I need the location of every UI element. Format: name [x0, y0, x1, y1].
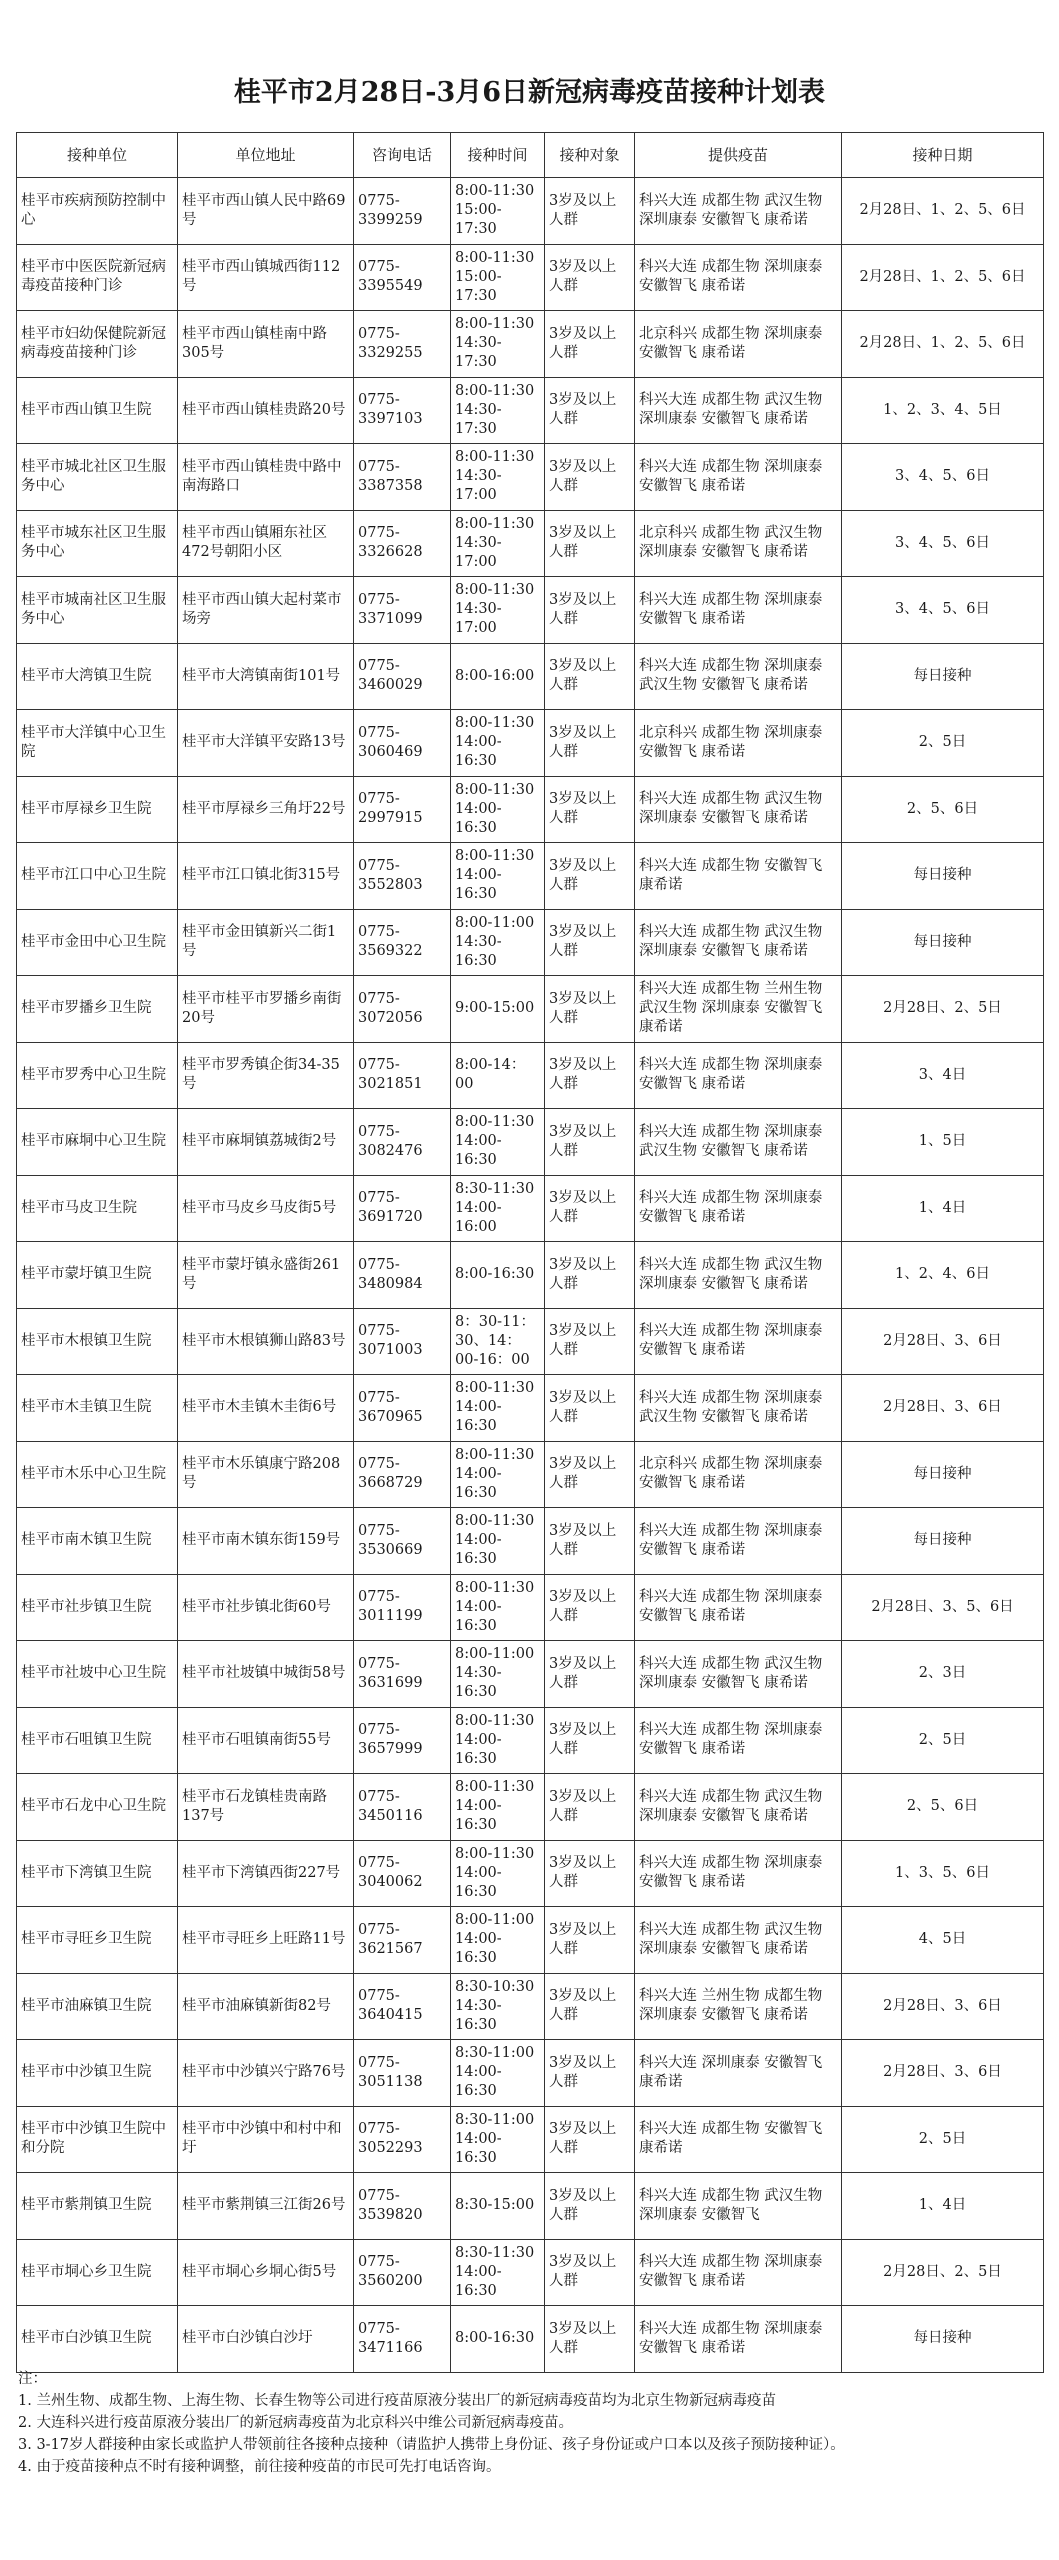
cell-phone: 0775-3691720	[354, 1175, 451, 1242]
cell-phone: 0775-3387358	[354, 444, 451, 511]
table-row	[17, 2239, 1044, 2306]
cell-date: 2月28日、1、2、5、6日	[842, 178, 1044, 245]
page-title: 桂平市2月28日-3月6日新冠病毒疫苗接种计划表	[233, 77, 826, 108]
cell-unit: 桂平市油麻镇卫生院	[17, 1973, 178, 2040]
cell-target: 3岁及以上人群	[545, 1109, 635, 1176]
cell-time: 8:00-11:30 15:00-17:30	[451, 178, 545, 245]
cell-target: 3岁及以上人群	[545, 377, 635, 444]
cell-date: 2月28日、3、6日	[842, 1375, 1044, 1442]
cell-phone: 0775-3480984	[354, 1242, 451, 1309]
cell-target: 3岁及以上人群	[545, 510, 635, 577]
cell-unit: 桂平市紫荆镇卫生院	[17, 2173, 178, 2240]
cell-address: 桂平市西山镇人民中路69号	[178, 178, 354, 245]
cell-date: 1、5日	[842, 1109, 1044, 1176]
cell-phone: 0775-3640415	[354, 1973, 451, 2040]
cell-unit: 桂平市江口中心卫生院	[17, 843, 178, 910]
cell-time: 8:00-11:30 14:30-17:00	[451, 510, 545, 577]
cell-phone: 0775-3668729	[354, 1441, 451, 1508]
cell-time: 8:00-16:30	[451, 2306, 545, 2373]
table-row	[17, 1109, 1044, 1176]
cell-vaccine: 科兴大连 成都生物 深圳康泰 安徽智飞 康希诺	[635, 1508, 842, 1575]
cell-vaccine: 科兴大连 成都生物 深圳康泰 安徽智飞 康希诺	[635, 1840, 842, 1907]
cell-unit: 桂平市下湾镇卫生院	[17, 1840, 178, 1907]
cell-date: 2、5日	[842, 2106, 1044, 2173]
cell-address: 桂平市西山镇大起村菜市场旁	[178, 577, 354, 644]
cell-unit: 桂平市麻垌中心卫生院	[17, 1109, 178, 1176]
cell-address: 桂平市西山镇厢东社区472号朝阳小区	[178, 510, 354, 577]
cell-address: 桂平市金田镇新兴二街1号	[178, 909, 354, 976]
cell-vaccine: 科兴大连 成都生物 武汉生物 深圳康泰 安徽智飞 康希诺	[635, 1774, 842, 1841]
cell-address: 桂平市蒙圩镇永盛街261号	[178, 1242, 354, 1309]
cell-vaccine: 科兴大连 成都生物 深圳康泰 安徽智飞 康希诺	[635, 1042, 842, 1109]
cell-address: 桂平市石咀镇南街55号	[178, 1707, 354, 1774]
cell-phone: 0775-3021851	[354, 1042, 451, 1109]
cell-unit: 桂平市金田中心卫生院	[17, 909, 178, 976]
cell-time: 8:00-11:30 14:30-17:30	[451, 311, 545, 378]
col-header-date: 接种日期	[842, 133, 1044, 178]
cell-unit: 桂平市大湾镇卫生院	[17, 643, 178, 710]
col-header-time: 接种时间	[451, 133, 545, 178]
cell-unit: 桂平市中沙镇卫生院	[17, 2040, 178, 2107]
cell-unit: 桂平市南木镇卫生院	[17, 1508, 178, 1575]
cell-time: 8:00-11:30 15:00-17:30	[451, 244, 545, 311]
table-row	[17, 1508, 1044, 1575]
cell-target: 3岁及以上人群	[545, 1574, 635, 1641]
cell-address: 桂平市江口镇北街315号	[178, 843, 354, 910]
table-row	[17, 510, 1044, 577]
cell-address: 桂平市木圭镇木圭街6号	[178, 1375, 354, 1442]
cell-date: 2月28日、3、6日	[842, 2040, 1044, 2107]
cell-phone: 0775-3539820	[354, 2173, 451, 2240]
cell-time: 8:00-11:30 14:00-16:30	[451, 1707, 545, 1774]
cell-address: 桂平市寻旺乡上旺路11号	[178, 1907, 354, 1974]
cell-time: 8:30-10:30 14:30-16:30	[451, 1973, 545, 2040]
table-row	[17, 2040, 1044, 2107]
table-row	[17, 1308, 1044, 1375]
cell-target: 3岁及以上人群	[545, 976, 635, 1043]
table-row	[17, 1042, 1044, 1109]
cell-date: 2月28日、1、2、5、6日	[842, 244, 1044, 311]
cell-target: 3岁及以上人群	[545, 1973, 635, 2040]
cell-time: 8：30-11：30、14：00-16：00	[451, 1308, 545, 1375]
table-row	[17, 2173, 1044, 2240]
cell-unit: 桂平市疾病预防控制中心	[17, 178, 178, 245]
cell-date: 1、3、5、6日	[842, 1840, 1044, 1907]
cell-time: 8:00-16:30	[451, 1242, 545, 1309]
cell-time: 9:00-15:00	[451, 976, 545, 1043]
cell-date: 3、4、5、6日	[842, 510, 1044, 577]
cell-address: 桂平市西山镇桂贵路20号	[178, 377, 354, 444]
cell-time: 8:00-11:30 14:00-16:30	[451, 1774, 545, 1841]
table-row	[17, 1907, 1044, 1974]
col-header-phone: 咨询电话	[354, 133, 451, 178]
cell-phone: 0775-2997915	[354, 776, 451, 843]
cell-target: 3岁及以上人群	[545, 178, 635, 245]
cell-phone: 0775-3072056	[354, 976, 451, 1043]
table-row	[17, 178, 1044, 245]
table-row	[17, 976, 1044, 1043]
cell-address: 桂平市大洋镇平安路13号	[178, 710, 354, 777]
cell-phone: 0775-3530669	[354, 1508, 451, 1575]
cell-address: 桂平市南木镇东街159号	[178, 1508, 354, 1575]
cell-time: 8:30-15:00	[451, 2173, 545, 2240]
note-item: 3. 3-17岁人群接种由家长或监护人带领前往各接种点接种（请监护人携带上身份证、孩子身份证或户口本以及孩子预防接种证）。	[18, 2437, 845, 2453]
table-row	[17, 1840, 1044, 1907]
cell-time: 8:00-11:30 14:00-16:30	[451, 1375, 545, 1442]
cell-time: 8:00-11:30 14:00-16:30	[451, 1441, 545, 1508]
cell-phone: 0775-3395549	[354, 244, 451, 311]
cell-target: 3岁及以上人群	[545, 1441, 635, 1508]
cell-unit: 桂平市大洋镇中心卫生院	[17, 710, 178, 777]
cell-unit: 桂平市木根镇卫生院	[17, 1308, 178, 1375]
note-item: 4. 由于疫苗接种点不时有接种调整，前往接种疫苗的市民可先打电话咨询。	[18, 2459, 501, 2475]
cell-target: 3岁及以上人群	[545, 2173, 635, 2240]
cell-vaccine: 科兴大连 成都生物 武汉生物 深圳康泰 安徽智飞 康希诺	[635, 776, 842, 843]
cell-date: 2、5、6日	[842, 1774, 1044, 1841]
cell-time: 8:00-11:30 14:30-17:00	[451, 577, 545, 644]
cell-time: 8:00-11:00 14:00-16:30	[451, 1907, 545, 1974]
cell-target: 3岁及以上人群	[545, 1508, 635, 1575]
cell-unit: 桂平市厚禄乡卫生院	[17, 776, 178, 843]
cell-phone: 0775-3657999	[354, 1707, 451, 1774]
cell-target: 3岁及以上人群	[545, 244, 635, 311]
cell-date: 每日接种	[842, 1508, 1044, 1575]
cell-vaccine: 科兴大连 成都生物 深圳康泰 安徽智飞 康希诺	[635, 2306, 842, 2373]
cell-date: 2、5、6日	[842, 776, 1044, 843]
schedule-table	[16, 132, 1044, 2373]
cell-address: 桂平市木乐镇康宁路208号	[178, 1441, 354, 1508]
cell-phone: 0775-3011199	[354, 1574, 451, 1641]
cell-vaccine: 科兴大连 成都生物 安徽智飞 康希诺	[635, 843, 842, 910]
cell-time: 8:00-11:30 14:30-17:30	[451, 377, 545, 444]
table-header-row	[17, 133, 1044, 178]
cell-vaccine: 科兴大连 成都生物 武汉生物 深圳康泰 安徽智飞 康希诺	[635, 377, 842, 444]
col-header-target: 接种对象	[545, 133, 635, 178]
cell-time: 8:00-11:00 14:30-16:30	[451, 1641, 545, 1708]
cell-unit: 桂平市西山镇卫生院	[17, 377, 178, 444]
cell-vaccine: 科兴大连 成都生物 武汉生物 深圳康泰 安徽智飞	[635, 2173, 842, 2240]
note-item: 1. 兰州生物、成都生物、上海生物、长春生物等公司进行疫苗原液分装出厂的新冠病毒疫苗均为北京生物新冠病毒疫苗	[18, 2393, 776, 2409]
cell-vaccine: 科兴大连 成都生物 深圳康泰 安徽智飞 康希诺	[635, 444, 842, 511]
cell-unit: 桂平市中沙镇卫生院中和分院	[17, 2106, 178, 2173]
cell-address: 桂平市厚禄乡三角圩22号	[178, 776, 354, 843]
table-row	[17, 2106, 1044, 2173]
cell-vaccine: 科兴大连 成都生物 武汉生物 深圳康泰 安徽智飞 康希诺	[635, 909, 842, 976]
cell-vaccine: 科兴大连 成都生物 深圳康泰 安徽智飞 康希诺	[635, 1308, 842, 1375]
cell-date: 2月28日、2、5日	[842, 2239, 1044, 2306]
cell-unit: 桂平市城北社区卫生服务中心	[17, 444, 178, 511]
cell-unit: 桂平市蒙圩镇卫生院	[17, 1242, 178, 1309]
cell-address: 桂平市马皮乡马皮街5号	[178, 1175, 354, 1242]
cell-time: 8:30-11:00 14:00-16:30	[451, 2106, 545, 2173]
cell-unit: 桂平市社坡中心卫生院	[17, 1641, 178, 1708]
cell-target: 3岁及以上人群	[545, 1308, 635, 1375]
cell-vaccine: 科兴大连 成都生物 武汉生物 深圳康泰 安徽智飞 康希诺	[635, 178, 842, 245]
cell-vaccine: 科兴大连 成都生物 深圳康泰 安徽智飞 康希诺	[635, 1175, 842, 1242]
cell-target: 3岁及以上人群	[545, 1042, 635, 1109]
cell-phone: 0775-3631699	[354, 1641, 451, 1708]
cell-unit: 桂平市城东社区卫生服务中心	[17, 510, 178, 577]
cell-time: 8:00-11:30 14:00-16:30	[451, 776, 545, 843]
table-row	[17, 1707, 1044, 1774]
cell-target: 3岁及以上人群	[545, 643, 635, 710]
col-header-unit: 接种单位	[17, 133, 178, 178]
cell-phone: 0775-3371099	[354, 577, 451, 644]
cell-target: 3岁及以上人群	[545, 2106, 635, 2173]
cell-date: 2、5日	[842, 710, 1044, 777]
cell-target: 3岁及以上人群	[545, 577, 635, 644]
cell-address: 桂平市社坡镇中城街58号	[178, 1641, 354, 1708]
cell-unit: 桂平市寻旺乡卫生院	[17, 1907, 178, 1974]
table-row	[17, 577, 1044, 644]
cell-address: 桂平市石龙镇桂贵南路137号	[178, 1774, 354, 1841]
cell-date: 每日接种	[842, 909, 1044, 976]
cell-time: 8:30-11:30 14:00-16:30	[451, 2239, 545, 2306]
cell-target: 3岁及以上人群	[545, 1641, 635, 1708]
cell-time: 8:00-11:30 14:00-16:30	[451, 710, 545, 777]
cell-address: 桂平市紫荆镇三江街26号	[178, 2173, 354, 2240]
cell-date: 2、3日	[842, 1641, 1044, 1708]
cell-vaccine: 科兴大连 成都生物 深圳康泰 安徽智飞 康希诺	[635, 577, 842, 644]
cell-unit: 桂平市罗播乡卫生院	[17, 976, 178, 1043]
cell-phone: 0775-3326628	[354, 510, 451, 577]
cell-vaccine: 科兴大连 成都生物 深圳康泰 安徽智飞 康希诺	[635, 244, 842, 311]
cell-unit: 桂平市妇幼保健院新冠病毒疫苗接种门诊	[17, 311, 178, 378]
cell-target: 3岁及以上人群	[545, 1175, 635, 1242]
cell-time: 8:00-11:00 14:30-16:30	[451, 909, 545, 976]
notes-heading: 注：	[18, 2371, 47, 2387]
table-row	[17, 1774, 1044, 1841]
table-row	[17, 1375, 1044, 1442]
cell-unit: 桂平市垌心乡卫生院	[17, 2239, 178, 2306]
table-row	[17, 1574, 1044, 1641]
table-row	[17, 2306, 1044, 2373]
table-row	[17, 244, 1044, 311]
cell-phone: 0775-3397103	[354, 377, 451, 444]
cell-phone: 0775-3040062	[354, 1840, 451, 1907]
table-row	[17, 1441, 1044, 1508]
cell-date: 每日接种	[842, 843, 1044, 910]
table-row	[17, 1175, 1044, 1242]
cell-unit: 桂平市白沙镇卫生院	[17, 2306, 178, 2373]
cell-date: 3、4日	[842, 1042, 1044, 1109]
cell-unit: 桂平市石咀镇卫生院	[17, 1707, 178, 1774]
cell-phone: 0775-3071003	[354, 1308, 451, 1375]
cell-time: 8:00-11:30 14:00-16:30	[451, 843, 545, 910]
cell-time: 8:00-11:30 14:30-17:00	[451, 444, 545, 511]
cell-vaccine: 科兴大连 成都生物 深圳康泰 武汉生物 安徽智飞 康希诺	[635, 1375, 842, 1442]
cell-address: 桂平市油麻镇新街82号	[178, 1973, 354, 2040]
cell-time: 8:00-11:30 14:00-16:30	[451, 1109, 545, 1176]
cell-date: 2月28日、3、6日	[842, 1973, 1044, 2040]
cell-time: 8:00-16:00	[451, 643, 545, 710]
cell-phone: 0775-3399259	[354, 178, 451, 245]
cell-address: 桂平市西山镇桂南中路305号	[178, 311, 354, 378]
cell-vaccine: 科兴大连 成都生物 深圳康泰 武汉生物 安徽智飞 康希诺	[635, 643, 842, 710]
cell-vaccine: 科兴大连 成都生物 安徽智飞 康希诺	[635, 2106, 842, 2173]
cell-address: 桂平市桂平市罗播乡南街20号	[178, 976, 354, 1043]
cell-address: 桂平市白沙镇白沙圩	[178, 2306, 354, 2373]
cell-unit: 桂平市马皮卫生院	[17, 1175, 178, 1242]
cell-target: 3岁及以上人群	[545, 843, 635, 910]
cell-date: 4、5日	[842, 1907, 1044, 1974]
note-item: 2. 大连科兴进行疫苗原液分装出厂的新冠病毒疫苗为北京科兴中维公司新冠病毒疫苗。	[18, 2415, 573, 2431]
cell-target: 3岁及以上人群	[545, 1242, 635, 1309]
cell-date: 2、5日	[842, 1707, 1044, 1774]
table-row	[17, 643, 1044, 710]
cell-address: 桂平市罗秀镇企街34-35号	[178, 1042, 354, 1109]
cell-address: 桂平市中沙镇中和村中和圩	[178, 2106, 354, 2173]
table-row	[17, 776, 1044, 843]
cell-vaccine: 北京科兴 成都生物 深圳康泰 安徽智飞 康希诺	[635, 710, 842, 777]
cell-time: 8:00-14：00	[451, 1042, 545, 1109]
cell-address: 桂平市社步镇北街60号	[178, 1574, 354, 1641]
cell-unit: 桂平市石龙中心卫生院	[17, 1774, 178, 1841]
cell-address: 桂平市中沙镇兴宁路76号	[178, 2040, 354, 2107]
cell-vaccine: 科兴大连 成都生物 深圳康泰 安徽智飞 康希诺	[635, 1707, 842, 1774]
cell-target: 3岁及以上人群	[545, 710, 635, 777]
cell-target: 3岁及以上人群	[545, 311, 635, 378]
cell-target: 3岁及以上人群	[545, 444, 635, 511]
cell-target: 3岁及以上人群	[545, 1840, 635, 1907]
cell-address: 桂平市垌心乡垌心街5号	[178, 2239, 354, 2306]
cell-target: 3岁及以上人群	[545, 909, 635, 976]
cell-phone: 0775-3082476	[354, 1109, 451, 1176]
cell-phone: 0775-3450116	[354, 1774, 451, 1841]
cell-unit: 桂平市中医医院新冠病毒疫苗接种门诊	[17, 244, 178, 311]
cell-phone: 0775-3552803	[354, 843, 451, 910]
cell-target: 3岁及以上人群	[545, 1375, 635, 1442]
table-row	[17, 843, 1044, 910]
cell-date: 1、4日	[842, 2173, 1044, 2240]
cell-time: 8:00-11:30 14:00-16:30	[451, 1840, 545, 1907]
cell-vaccine: 科兴大连 成都生物 武汉生物 深圳康泰 安徽智飞 康希诺	[635, 1907, 842, 1974]
table-row	[17, 311, 1044, 378]
cell-phone: 0775-3560200	[354, 2239, 451, 2306]
cell-vaccine: 科兴大连 深圳康泰 安徽智飞 康希诺	[635, 2040, 842, 2107]
cell-date: 2月28日、3、5、6日	[842, 1574, 1044, 1641]
cell-date: 3、4、5、6日	[842, 577, 1044, 644]
table-row	[17, 1973, 1044, 2040]
cell-unit: 桂平市罗秀中心卫生院	[17, 1042, 178, 1109]
cell-date: 2月28日、3、6日	[842, 1308, 1044, 1375]
cell-vaccine: 科兴大连 兰州生物 成都生物 深圳康泰 安徽智飞 康希诺	[635, 1973, 842, 2040]
cell-address: 桂平市木根镇狮山路83号	[178, 1308, 354, 1375]
cell-date: 每日接种	[842, 2306, 1044, 2373]
cell-date: 每日接种	[842, 1441, 1044, 1508]
cell-vaccine: 科兴大连 成都生物 武汉生物 深圳康泰 安徽智飞 康希诺	[635, 1242, 842, 1309]
cell-phone: 0775-3329255	[354, 311, 451, 378]
table-row	[17, 909, 1044, 976]
cell-address: 桂平市大湾镇南街101号	[178, 643, 354, 710]
cell-date: 1、2、3、4、5日	[842, 377, 1044, 444]
table-row	[17, 1641, 1044, 1708]
col-header-address: 单位地址	[178, 133, 354, 178]
cell-date: 3、4、5、6日	[842, 444, 1044, 511]
cell-target: 3岁及以上人群	[545, 1774, 635, 1841]
cell-target: 3岁及以上人群	[545, 2239, 635, 2306]
cell-date: 1、2、4、6日	[842, 1242, 1044, 1309]
cell-phone: 0775-3060469	[354, 710, 451, 777]
cell-vaccine: 科兴大连 成都生物 深圳康泰 安徽智飞 康希诺	[635, 1574, 842, 1641]
cell-target: 3岁及以上人群	[545, 1707, 635, 1774]
cell-target: 3岁及以上人群	[545, 1907, 635, 1974]
table-row	[17, 377, 1044, 444]
cell-vaccine: 科兴大连 成都生物 深圳康泰 武汉生物 安徽智飞 康希诺	[635, 1109, 842, 1176]
table-row	[17, 710, 1044, 777]
cell-phone: 0775-3051138	[354, 2040, 451, 2107]
cell-address: 桂平市西山镇城西街112号	[178, 244, 354, 311]
cell-time: 8:00-11:30 14:00-16:30	[451, 1574, 545, 1641]
cell-time: 8:00-11:30 14:00-16:30	[451, 1508, 545, 1575]
cell-unit: 桂平市木乐中心卫生院	[17, 1441, 178, 1508]
cell-date: 2月28日、2、5日	[842, 976, 1044, 1043]
cell-address: 桂平市麻垌镇荔城街2号	[178, 1109, 354, 1176]
cell-date: 2月28日、1、2、5、6日	[842, 311, 1044, 378]
table-row	[17, 1242, 1044, 1309]
cell-phone: 0775-3052293	[354, 2106, 451, 2173]
cell-vaccine: 北京科兴 成都生物 武汉生物 深圳康泰 安徽智飞 康希诺	[635, 510, 842, 577]
cell-time: 8:30-11:30 14:00-16:00	[451, 1175, 545, 1242]
cell-target: 3岁及以上人群	[545, 2040, 635, 2107]
cell-date: 1、4日	[842, 1175, 1044, 1242]
cell-time: 8:30-11:00 14:00-16:30	[451, 2040, 545, 2107]
cell-phone: 0775-3621567	[354, 1907, 451, 1974]
cell-phone: 0775-3670965	[354, 1375, 451, 1442]
cell-target: 3岁及以上人群	[545, 2306, 635, 2373]
cell-phone: 0775-3569322	[354, 909, 451, 976]
cell-phone: 0775-3471166	[354, 2306, 451, 2373]
cell-address: 桂平市西山镇桂贵中路中南海路口	[178, 444, 354, 511]
cell-vaccine: 北京科兴 成都生物 深圳康泰 安徽智飞 康希诺	[635, 1441, 842, 1508]
cell-phone: 0775-3460029	[354, 643, 451, 710]
cell-unit: 桂平市城南社区卫生服务中心	[17, 577, 178, 644]
cell-date: 每日接种	[842, 643, 1044, 710]
notes-section	[18, 2368, 1038, 2478]
cell-vaccine: 科兴大连 成都生物 武汉生物 深圳康泰 安徽智飞 康希诺	[635, 1641, 842, 1708]
table-row	[17, 444, 1044, 511]
col-header-vaccine: 提供疫苗	[635, 133, 842, 178]
cell-vaccine: 科兴大连 成都生物 兰州生物 武汉生物 深圳康泰 安徽智飞 康希诺	[635, 976, 842, 1043]
cell-target: 3岁及以上人群	[545, 776, 635, 843]
cell-vaccine: 北京科兴 成都生物 深圳康泰 安徽智飞 康希诺	[635, 311, 842, 378]
cell-vaccine: 科兴大连 成都生物 深圳康泰 安徽智飞 康希诺	[635, 2239, 842, 2306]
cell-address: 桂平市下湾镇西街227号	[178, 1840, 354, 1907]
cell-unit: 桂平市木圭镇卫生院	[17, 1375, 178, 1442]
cell-unit: 桂平市社步镇卫生院	[17, 1574, 178, 1641]
